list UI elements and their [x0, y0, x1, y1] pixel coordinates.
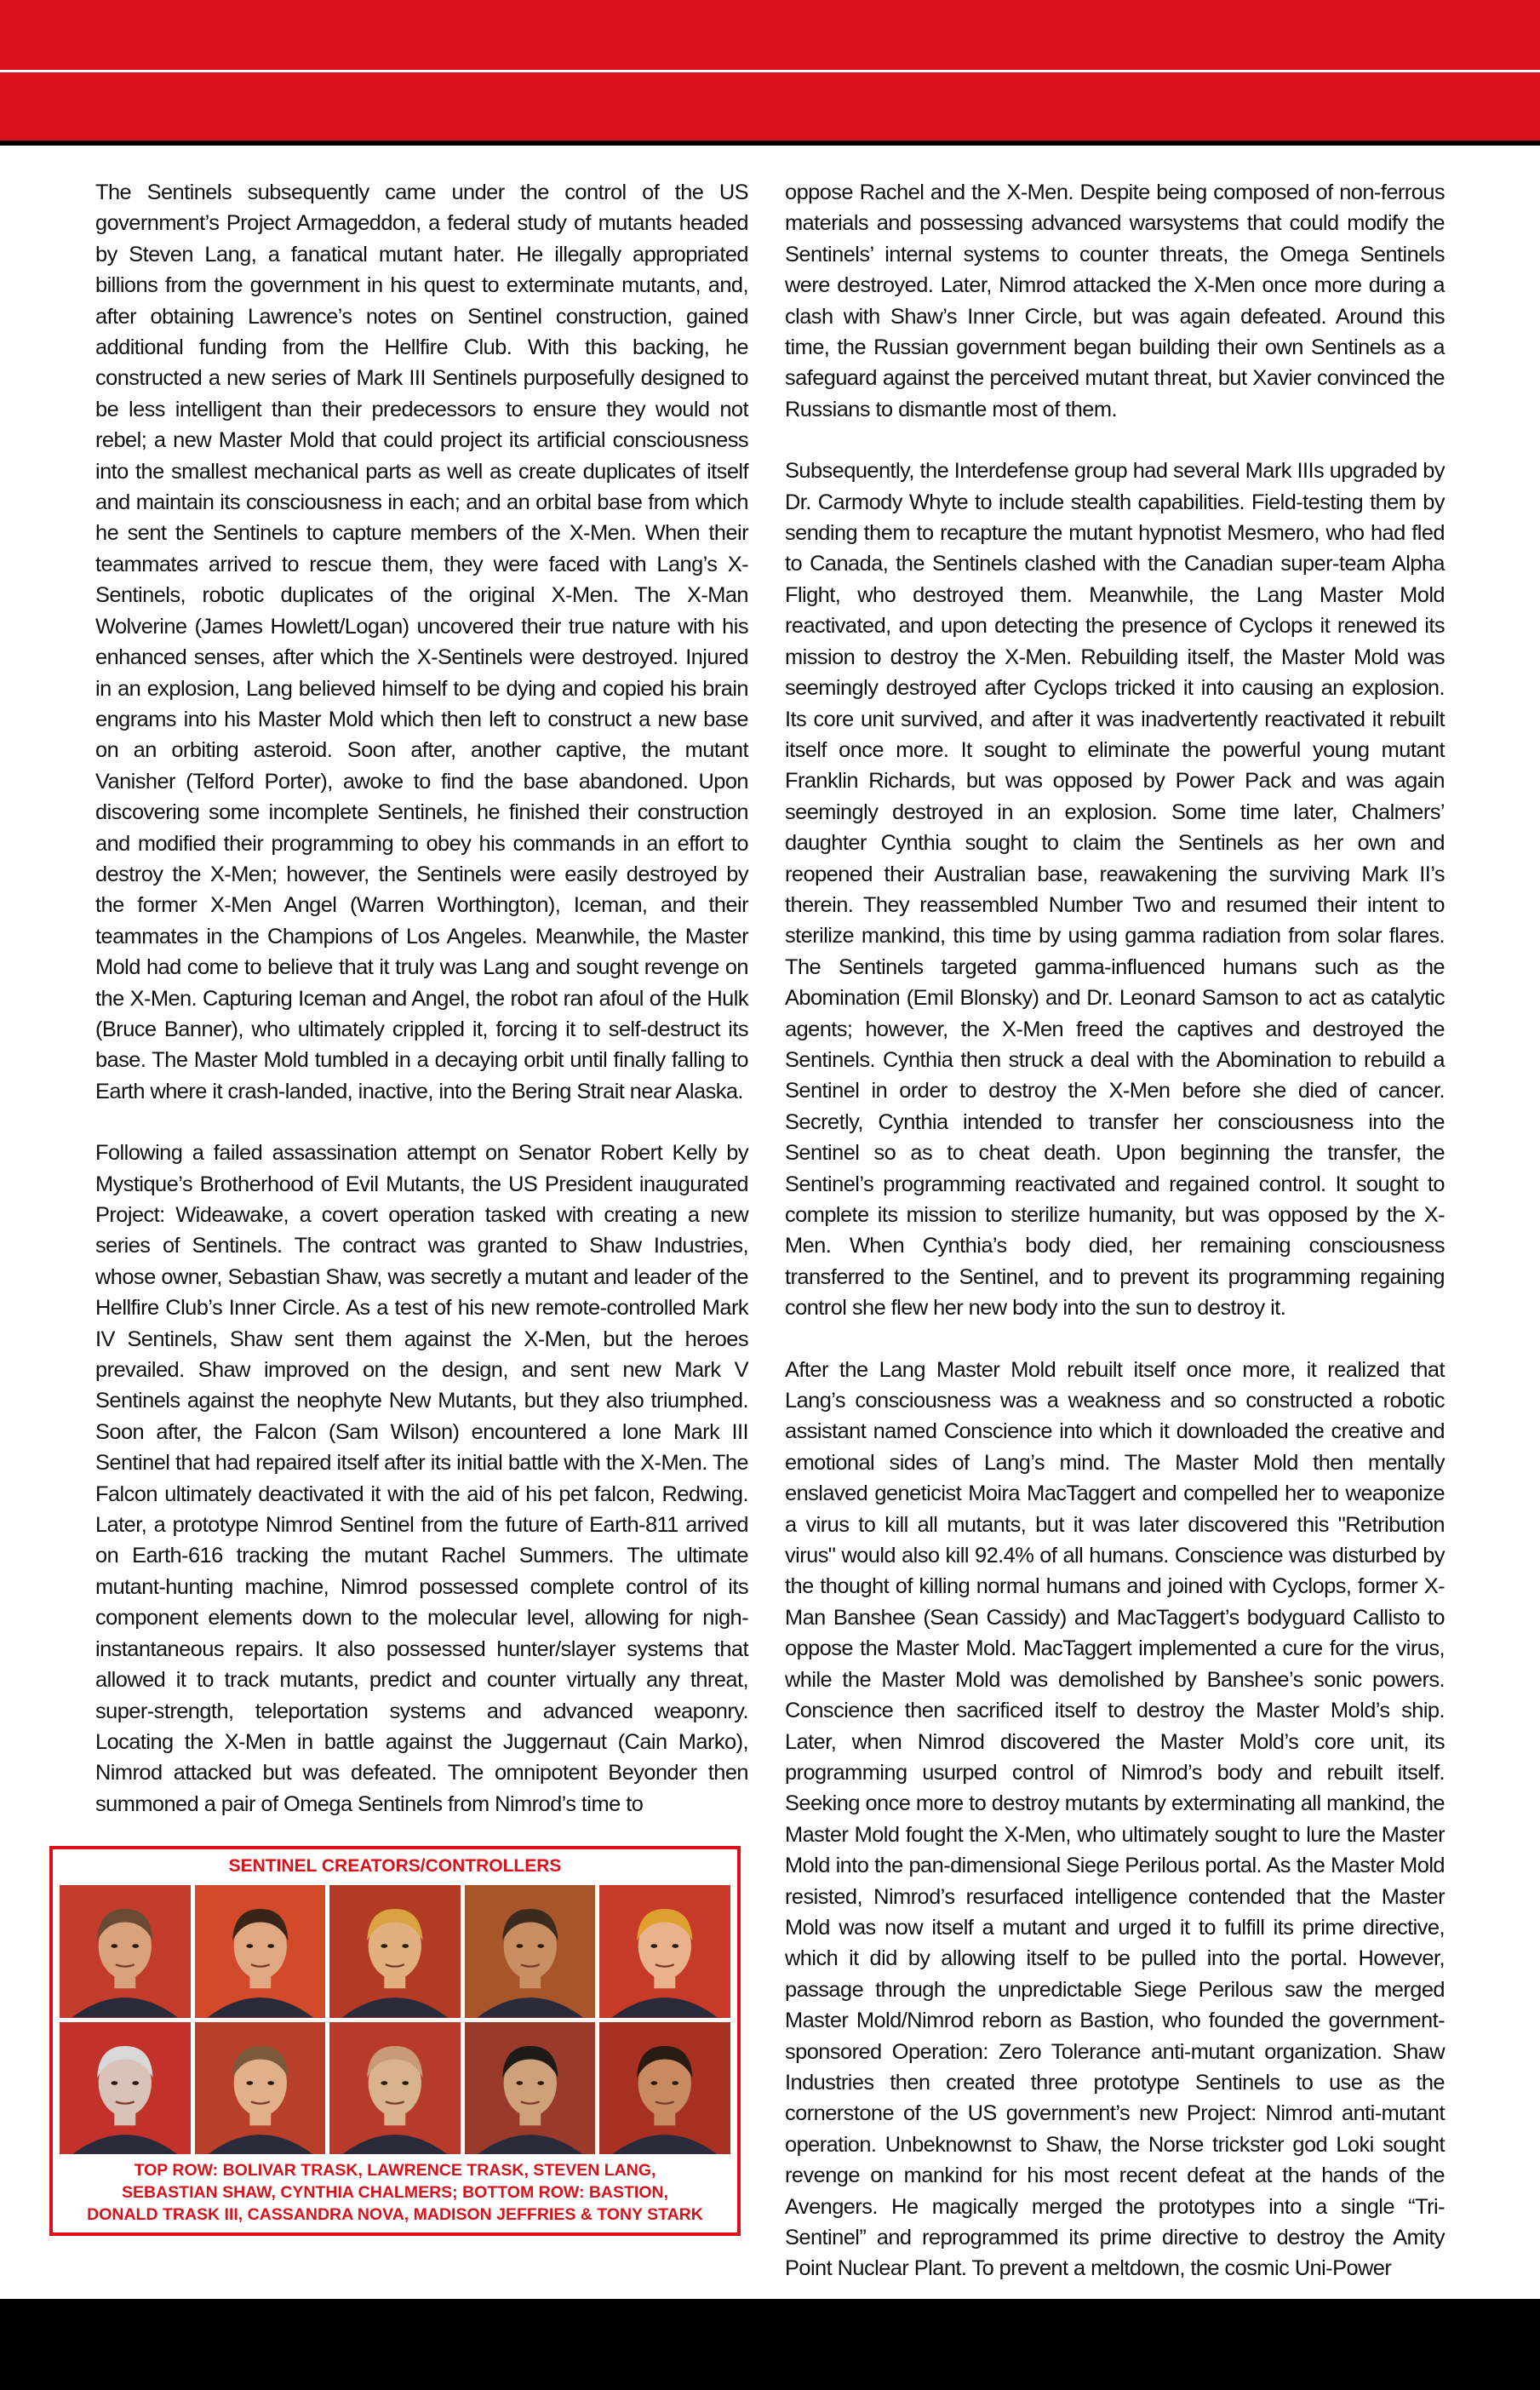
inset-title: SENTINEL CREATORS/CONTROLLERS — [228, 1856, 562, 1876]
caption-line: DONALD TRASK III, CASSANDRA NOVA, MADISON JEFFRIES & TONY STARK — [87, 2205, 703, 2224]
portrait-donald-trask-iii — [195, 2022, 326, 2155]
portrait-bolivar-trask — [60, 1885, 191, 2018]
paragraph: Subsequently, the Interdefense group had several Mark IIIs upgraded by Dr. Carmody Whyte to include stealth capabilities. Field-testing them by sending them to recapture the mutant hypnotist Mesmero, who had fled to Canada, the Sentinels clashed with the Canadian super-team Alpha Flight, who destroyed them. Meanwhile, the Lang Master Mold reactivated, and upon detecting the presence of Cyclops it renewed its mission to destroy the X-Men. Rebuilding itself, the Master Mold was seemingly destroyed after Cyclops tricked it into causing an explosion. Its core unit survived, and after it was inadvertently reactivated it rebuilt itself once more. It sought to eliminate the powerful young mutant Franklin Richards, but was opposed by Power Pack and was again seemingly destroyed in an explosion. Some time later, Chalmers’ daughter Cynthia sought to claim the Sentinels as her own and reopened their Australian base, reawakening the surviving Mark II’s therein. They reassembled Number Two and resumed their intent to sterilize mankind, this time by using gamma radiation from solar flares. The Sentinels targeted gamma-influenced humans such as the Abomination (Emil Blonsky) and Dr. Leonard Samson to act as catalytic agents; however, the X-Men freed the captives and destroyed the Sentinels. Cynthia then struck a deal with the Abomination to rebuild a Sentinel in order to destroy the X-Men before she died of cancer. Secretly, Cynthia intended to transfer her consciousness into the Sentinel so as to cheat death. Upon beginning the transfer, the Sentinel’s programming reactivated and regained control. It sought to complete its mission to sterilize humanity, but was opposed by the X-Men. When Cynthia’s body died, her remaining consciousness transferred to the Sentinel, and to prevent its programming regaining control she flew her new body into the sun to destroy it. — [785, 459, 1445, 1321]
paragraph: oppose Rachel and the X-Men. Despite being composed of non-ferrous materials and possessing advanced warsystems that could modify the Sentinels’ internal systems to counter threats, the Omega Sentinels were destroyed. Later, Nimrod attacked the X-Men once more during a clash with Shaw’s Inner Circle, but was again defeated. Around this time, the Russian government began building their own Sentinels as a safeguard against the perceived mutant threat, but Xavier convinced the Russians to dismantle most of them. — [785, 181, 1445, 421]
right-column — [785, 177, 1445, 2315]
portrait-bastion — [60, 2022, 191, 2155]
portrait-steven-lang — [329, 1885, 461, 2018]
creators-inset — [49, 1846, 741, 2236]
left-column — [95, 177, 748, 1850]
portrait-cassandra-nova — [329, 2022, 461, 2155]
caption-line: TOP ROW: BOLIVAR TRASK, LAWRENCE TRASK, STEVEN LANG, — [134, 2161, 656, 2180]
paragraph: After the Lang Master Mold rebuilt itself once more, it realized that Lang’s consciousness was a weakness and so constructed a robotic assistant named Conscience into which it downloaded the creative and emotional sides of Lang’s mind. The Master Mold then mentally enslaved geneticist Moira MacTaggert and compelled her to weaponize a virus to kill all mutants, but it was later discovered this "Retribution virus" would also kill 92.4% of all humans. Conscience was disturbed by the thought of killing normal humans and joined with Cyclops, former X-Man Banshee (Sean Cassidy) and MacTaggert’s bodyguard Callisto to oppose the Master Mold. MacTaggert implemented a cure for the virus, while the Master Mold was demolished by Banshee’s sonic powers. Conscience then sacrificed itself to destroy the Master Mold’s ship. Later, when Nimrod discovered the Master Mold’s core unit, its programming usurped control of Nimrod’s body and rebuilt itself. Seeking once more to destroy mutants by exterminating all mankind, the Master Mold fought the X-Men, who ultimately sought to lure the Master Mold into the pan-dimensional Siege Perilous portal. As the Master Mold resisted, Nimrod’s resurfaced intelligence contended that the Master Mold was now itself a mutant and urged it to fulfill its prime directive, which it did by allowing itself to be pulled into the portal. However, passage through the unpredictable Siege Perilous saw the merged Master Mold/Nimrod reborn as Bastion, who founded the government-sponsored Operation: Zero Tolerance anti-mutant organization. Shaw Industries then created three prototype Sentinels to use as the cornerstone of the US government’s new Project: Nimrod anti-mutant operation. Unbeknownst to Shaw, the Norse trickster god Loki sought revenge on mankind for his most recent defeat at the hands of the Avengers. He magically merged the prototypes into a single “Tri-Sentinel” and reprogrammed its prime directive to destroy the Amity Point Nuclear Plant. To prevent a meltdown, the cosmic Uni-Power — [785, 1357, 1445, 2281]
caption-line: SEBASTIAN SHAW, CYNTHIA CHALMERS; BOTTOM ROW: BASTION, — [121, 2183, 669, 2202]
portrait-madison-jeffries — [465, 2022, 596, 2155]
portrait-grid — [60, 1885, 730, 2154]
inset-caption — [61, 2159, 729, 2226]
paragraph: Following a failed assassination attempt on Senator Robert Kelly by Mystique’s Brotherhood of Evil Mutants, the US President inaugurated Project: Wideawake, a covert operation tasked with creating a new series of Sentinels. The contract was granted to Shaw Industries, whose owner, Sebastian Shaw, was secretly a mutant and leader of the Hellfire Club’s Inner Circle. As a test of his new remote-controlled Mark IV Sentinels, Shaw sent them against the X-Men, but the heroes prevailed. Shaw improved on the design, and sent new Mark V Sentinels against the neophyte New Mutants, but they also triumphed. Soon after, the Falcon (Sam Wilson) encountered a lone Mark III Sentinel that had repaired itself after its initial battle with the X-Men. The Falcon ultimately deactivated it with the aid of his pet falcon, Redwing. Later, a prototype Nimrod Sentinel from the future of Earth-811 arrived on Earth-616 tracking the mutant Rachel Summers. The ultimate mutant-hunting machine, Nimrod possessed complete control of its component elements down to the molecular level, allowing for nigh-instantaneous repairs. It also possessed hunter/slayer systems that allowed it to track mutants, predict and counter virtually any threat, super-strength, teleportation systems and advanced weaponry. Locating the X-Men in battle against the Juggernaut (Cain Marko), Nimrod attacked but was defeated. The omnipotent Beyonder then summoned a pair of Omega Sentinels from Nimrod’s time to — [95, 1141, 748, 1816]
header-border — [0, 140, 1540, 146]
portrait-sebastian-shaw — [465, 1885, 596, 2018]
header-stripe — [0, 70, 1540, 72]
portrait-tony-stark — [599, 2022, 730, 2155]
portrait-cynthia-chalmers — [599, 1885, 730, 2018]
footer-bar — [0, 2299, 1540, 2390]
paragraph: The Sentinels subsequently came under the control of the US government’s Project Armageddon, a federal study of mutants headed by Steven Lang, a fanatical mutant hater. He illegally appropriated billions from the government in his quest to exterminate mutants, and, after obtaining Lawrence’s notes on Sentinel construction, gained additional funding from the Hellfire Club. With this backing, he constructed a new series of Mark III Sentinels purposefully designed to be less intelligent than their predecessors to ensure they would not rebel; a new Master Mold that could project its artificial consciousness into the smallest mechanical parts as well as create duplicates of itself and maintain its consciousness in each; and an orbital base from which he sent the Sentinels to capture members of the X-Men. When their teammates arrived to rescue them, they were faced with Lang’s X-Sentinels, robotic duplicates of the original X-Men. The X-Man Wolverine (James Howlett/Logan) uncovered their true nature with his enhanced senses, after which the X-Sentinels were destroyed. Injured in an explosion, Lang believed himself to be dying and copied his brain engrams into his Master Mold which then left to construct a new base on an orbiting asteroid. Soon after, another captive, the mutant Vanisher (Telford Porter), awoke to find the base abandoned. Upon discovering some incomplete Sentinels, he finished their construction and modified their programming to obey his commands in an effort to destroy the X-Men; however, the Sentinels were easily destroyed by the former X-Men Angel (Warren Worthington), Iceman, and their teammates in the Champions of Los Angeles. Meanwhile, the Master Mold had come to believe that it truly was Lang and sought revenge on the X-Men. Capturing Iceman and Angel, the robot ran afoul of the Hulk (Bruce Banner), who ultimately crippled it, forcing it to self-destruct its base. The Master Mold tumbled in a decaying orbit until finally falling to Earth where it crash-landed, inactive, into the Bering Strait near Alaska. — [95, 181, 748, 1103]
portrait-lawrence-trask — [195, 1885, 326, 2018]
